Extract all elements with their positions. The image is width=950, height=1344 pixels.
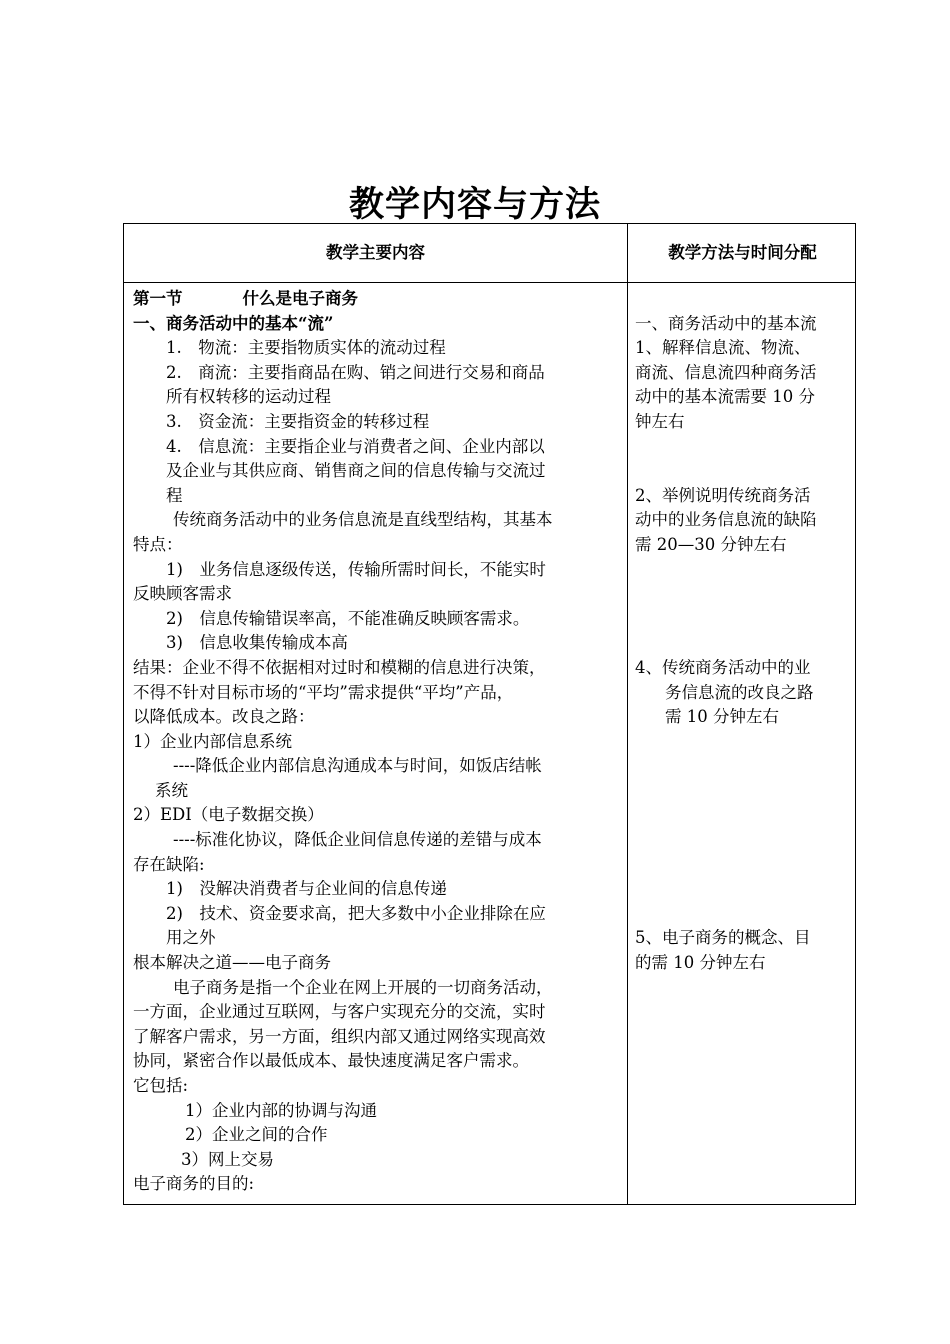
point-item: 2) 信息传输错误率高，不能准确反映顾客需求。: [166, 608, 530, 628]
paragraph-line: 特点：: [133, 534, 183, 554]
header-methods-time: 教学方法与时间分配: [668, 243, 817, 262]
list-item-continued: 所有权转移的运动过程: [166, 387, 331, 407]
spacer: [635, 459, 853, 484]
spacer: [635, 607, 853, 632]
point-item: 3) 信息收集传输成本高: [166, 633, 348, 653]
header-main-content: 教学主要内容: [326, 243, 425, 262]
includes-item: 1）企业内部的协调与沟通: [185, 1100, 377, 1120]
improvement-item: 2）EDI（电子数据交换）: [133, 805, 324, 825]
method-line: 4、传统商务活动中的业: [635, 657, 811, 677]
method-line: 一、商务活动中的基本流: [635, 313, 817, 333]
list-item-continued: 及企业与其供应商、销售商之间的信息传输与交流过: [166, 461, 546, 481]
spacer: [635, 558, 853, 583]
point-item: 1) 业务信息逐级传送，传输所需时间长，不能实时: [166, 559, 546, 579]
improvement-detail: ----降低企业内部信息沟通成本与时间，如饭店结帐: [173, 756, 542, 776]
spacer: [635, 828, 853, 853]
method-line: 商流、信息流四种商务活: [635, 362, 817, 382]
paragraph-line: 以降低成本。改良之路：: [133, 707, 315, 727]
spacer: [635, 877, 853, 902]
subheading-flows: 一、商务活动中的基本“流”: [133, 313, 334, 333]
improvement-item: 1）企业内部信息系统: [133, 731, 292, 751]
spacer: [635, 779, 853, 804]
paragraph-line: 协同，紧密合作以最低成本、最快速度满足客户需求。: [133, 1051, 529, 1071]
spacer: [635, 853, 853, 878]
method-line: 需 10 分钟左右: [665, 707, 779, 727]
paragraph-line: 结果：企业不得不依据相对过时和模糊的信息进行决策，: [133, 657, 546, 677]
method-line: 2、举例说明传统商务活: [635, 485, 811, 505]
document-title: 教学内容与方法: [348, 184, 601, 225]
section-number: 第一节: [133, 289, 183, 308]
spacer: [635, 582, 853, 607]
spacer: [635, 803, 853, 828]
point-item-continued: 反映顾客需求: [133, 584, 232, 604]
method-line: 动中的业务信息流的缺陷: [635, 510, 817, 530]
paragraph-line: 一方面，企业通过互联网，与客户实现充分的交流，实时: [133, 1002, 546, 1022]
includes-heading: 它包括:: [133, 1076, 189, 1095]
defect-item: 1) 没解决消费者与企业间的信息传递: [166, 879, 447, 899]
spacer: [635, 287, 853, 312]
defect-item: 2) 技术、资金要求高，把大多数中小企业排除在应: [166, 903, 546, 923]
method-line: 动中的基本流需要 10 分: [635, 387, 815, 407]
paragraph-line: 电子商务是指一个企业在网上开展的一切商务活动，: [173, 977, 553, 997]
includes-item: 2）企业之间的合作: [185, 1125, 328, 1145]
spacer: [635, 730, 853, 755]
spacer: [635, 754, 853, 779]
spacer: [635, 631, 853, 656]
improvement-detail: 系统: [155, 780, 188, 800]
solution-line: 根本解决之道——电子商务: [133, 953, 331, 973]
paragraph-line: 传统商务活动中的业务信息流是直线型结构，其基本: [173, 510, 553, 530]
list-item: 2. 商流：主要指商品在购、销之间进行交易和商品: [166, 362, 545, 382]
method-line: 需 20—30 分钟左右: [635, 534, 787, 554]
list-item: 4. 信息流：主要指企业与消费者之间、企业内部以: [166, 436, 545, 456]
spacer: [635, 435, 853, 460]
section-heading: [133, 287, 623, 312]
paragraph-line: 了解客户需求，另一方面，组织内部又通过网络实现高效: [133, 1026, 546, 1046]
defect-item-continued: 用之外: [166, 928, 216, 948]
defect-heading: 存在缺陷:: [133, 854, 205, 874]
list-item: 1. 物流：主要指物质实体的流动过程: [166, 338, 446, 358]
main-content-cell: [133, 287, 623, 1197]
method-line: 1、解释信息流、物流、: [635, 338, 811, 358]
content-table: [123, 223, 856, 1205]
method-line: 5、电子商务的概念、目: [635, 928, 811, 948]
column-divider: [627, 224, 628, 1204]
paragraph-line: 不得不针对目标市场的“平均”需求提供“平均”产品，: [133, 682, 514, 702]
section-title: 什么是电子商务: [242, 289, 358, 308]
list-item: 3. 资金流：主要指资金的转移过程: [166, 411, 430, 431]
purpose-heading: 电子商务的目的:: [133, 1174, 255, 1194]
improvement-detail: ----标准化协议，降低企业间信息传递的差错与成本: [173, 830, 542, 850]
list-item-continued: 程: [166, 485, 183, 505]
spacer: [635, 902, 853, 927]
method-line: 的需 10 分钟左右: [635, 953, 766, 973]
includes-item: 3）网上交易: [181, 1149, 274, 1169]
method-line: 钟左右: [635, 411, 685, 431]
header-divider: [124, 282, 855, 283]
methods-time-cell: [635, 287, 853, 976]
method-line: 务信息流的改良之路: [665, 682, 814, 702]
